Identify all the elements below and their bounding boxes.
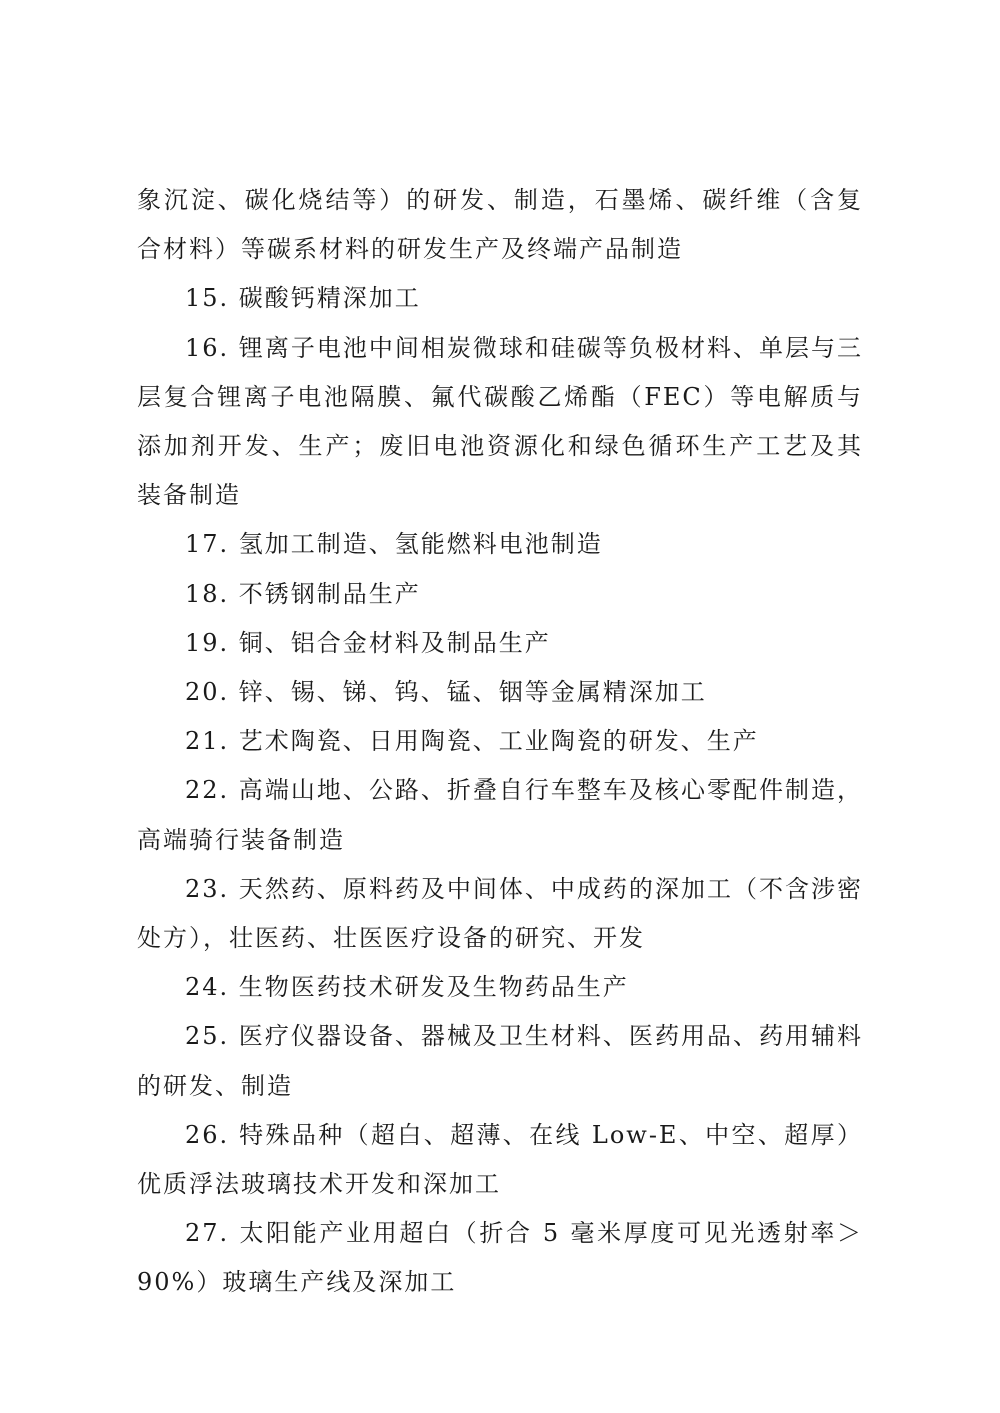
list-item-20: 20. 锌、锡、锑、钨、锰、铟等金属精深加工 <box>185 678 707 707</box>
list-item-15: 15. 碳酸钙精深加工 <box>185 284 421 313</box>
list-item-23: 23. 天然药、原料药及中间体、中成药的深加工（不含涉密处方），壮医药、壮医医疗设备的研究、开发 <box>137 874 863 953</box>
list-item-16: 16. 锂离子电池中间相炭微球和硅碳等负极材料、单层与三层复合锂离子电池隔膜、氟代碳酸乙烯酯（FEC）等电解质与添加剂开发、生产；废旧电池资源化和绿色循环生产工艺及其装备制造 <box>137 333 863 510</box>
list-item-18: 18. 不锈钢制品生产 <box>185 579 421 608</box>
list-item-27: 27. 太阳能产业用超白（折合 5 毫米厚度可见光透射率＞90%）玻璃生产线及深加工 <box>137 1219 863 1297</box>
list-item-26: 26. 特殊品种（超白、超薄、在线 Low-E、中空、超厚）优质浮法玻璃技术开发和深加工 <box>137 1120 863 1199</box>
list-item-24: 24. 生物医药技术研发及生物药品生产 <box>185 973 629 1002</box>
list-item-21: 21. 艺术陶瓷、日用陶瓷、工业陶瓷的研发、生产 <box>185 727 759 756</box>
list-item-25: 25. 医疗仪器设备、器械及卫生材料、医药用品、药用辅料的研发、制造 <box>137 1022 863 1100</box>
list-item-19: 19. 铜、铝合金材料及制品生产 <box>185 628 551 657</box>
document-body <box>137 176 863 1308</box>
paragraph-continuation: 象沉淀、碳化烧结等）的研发、制造，石墨烯、碳纤维（含复合材料）等碳系材料的研发生产及终端产品制造 <box>137 186 863 264</box>
list-item-22: 22. 高端山地、公路、折叠自行车整车及核心零配件制造，高端骑行装备制造 <box>137 776 863 854</box>
list-item-17: 17. 氢加工制造、氢能燃料电池制造 <box>185 530 603 559</box>
